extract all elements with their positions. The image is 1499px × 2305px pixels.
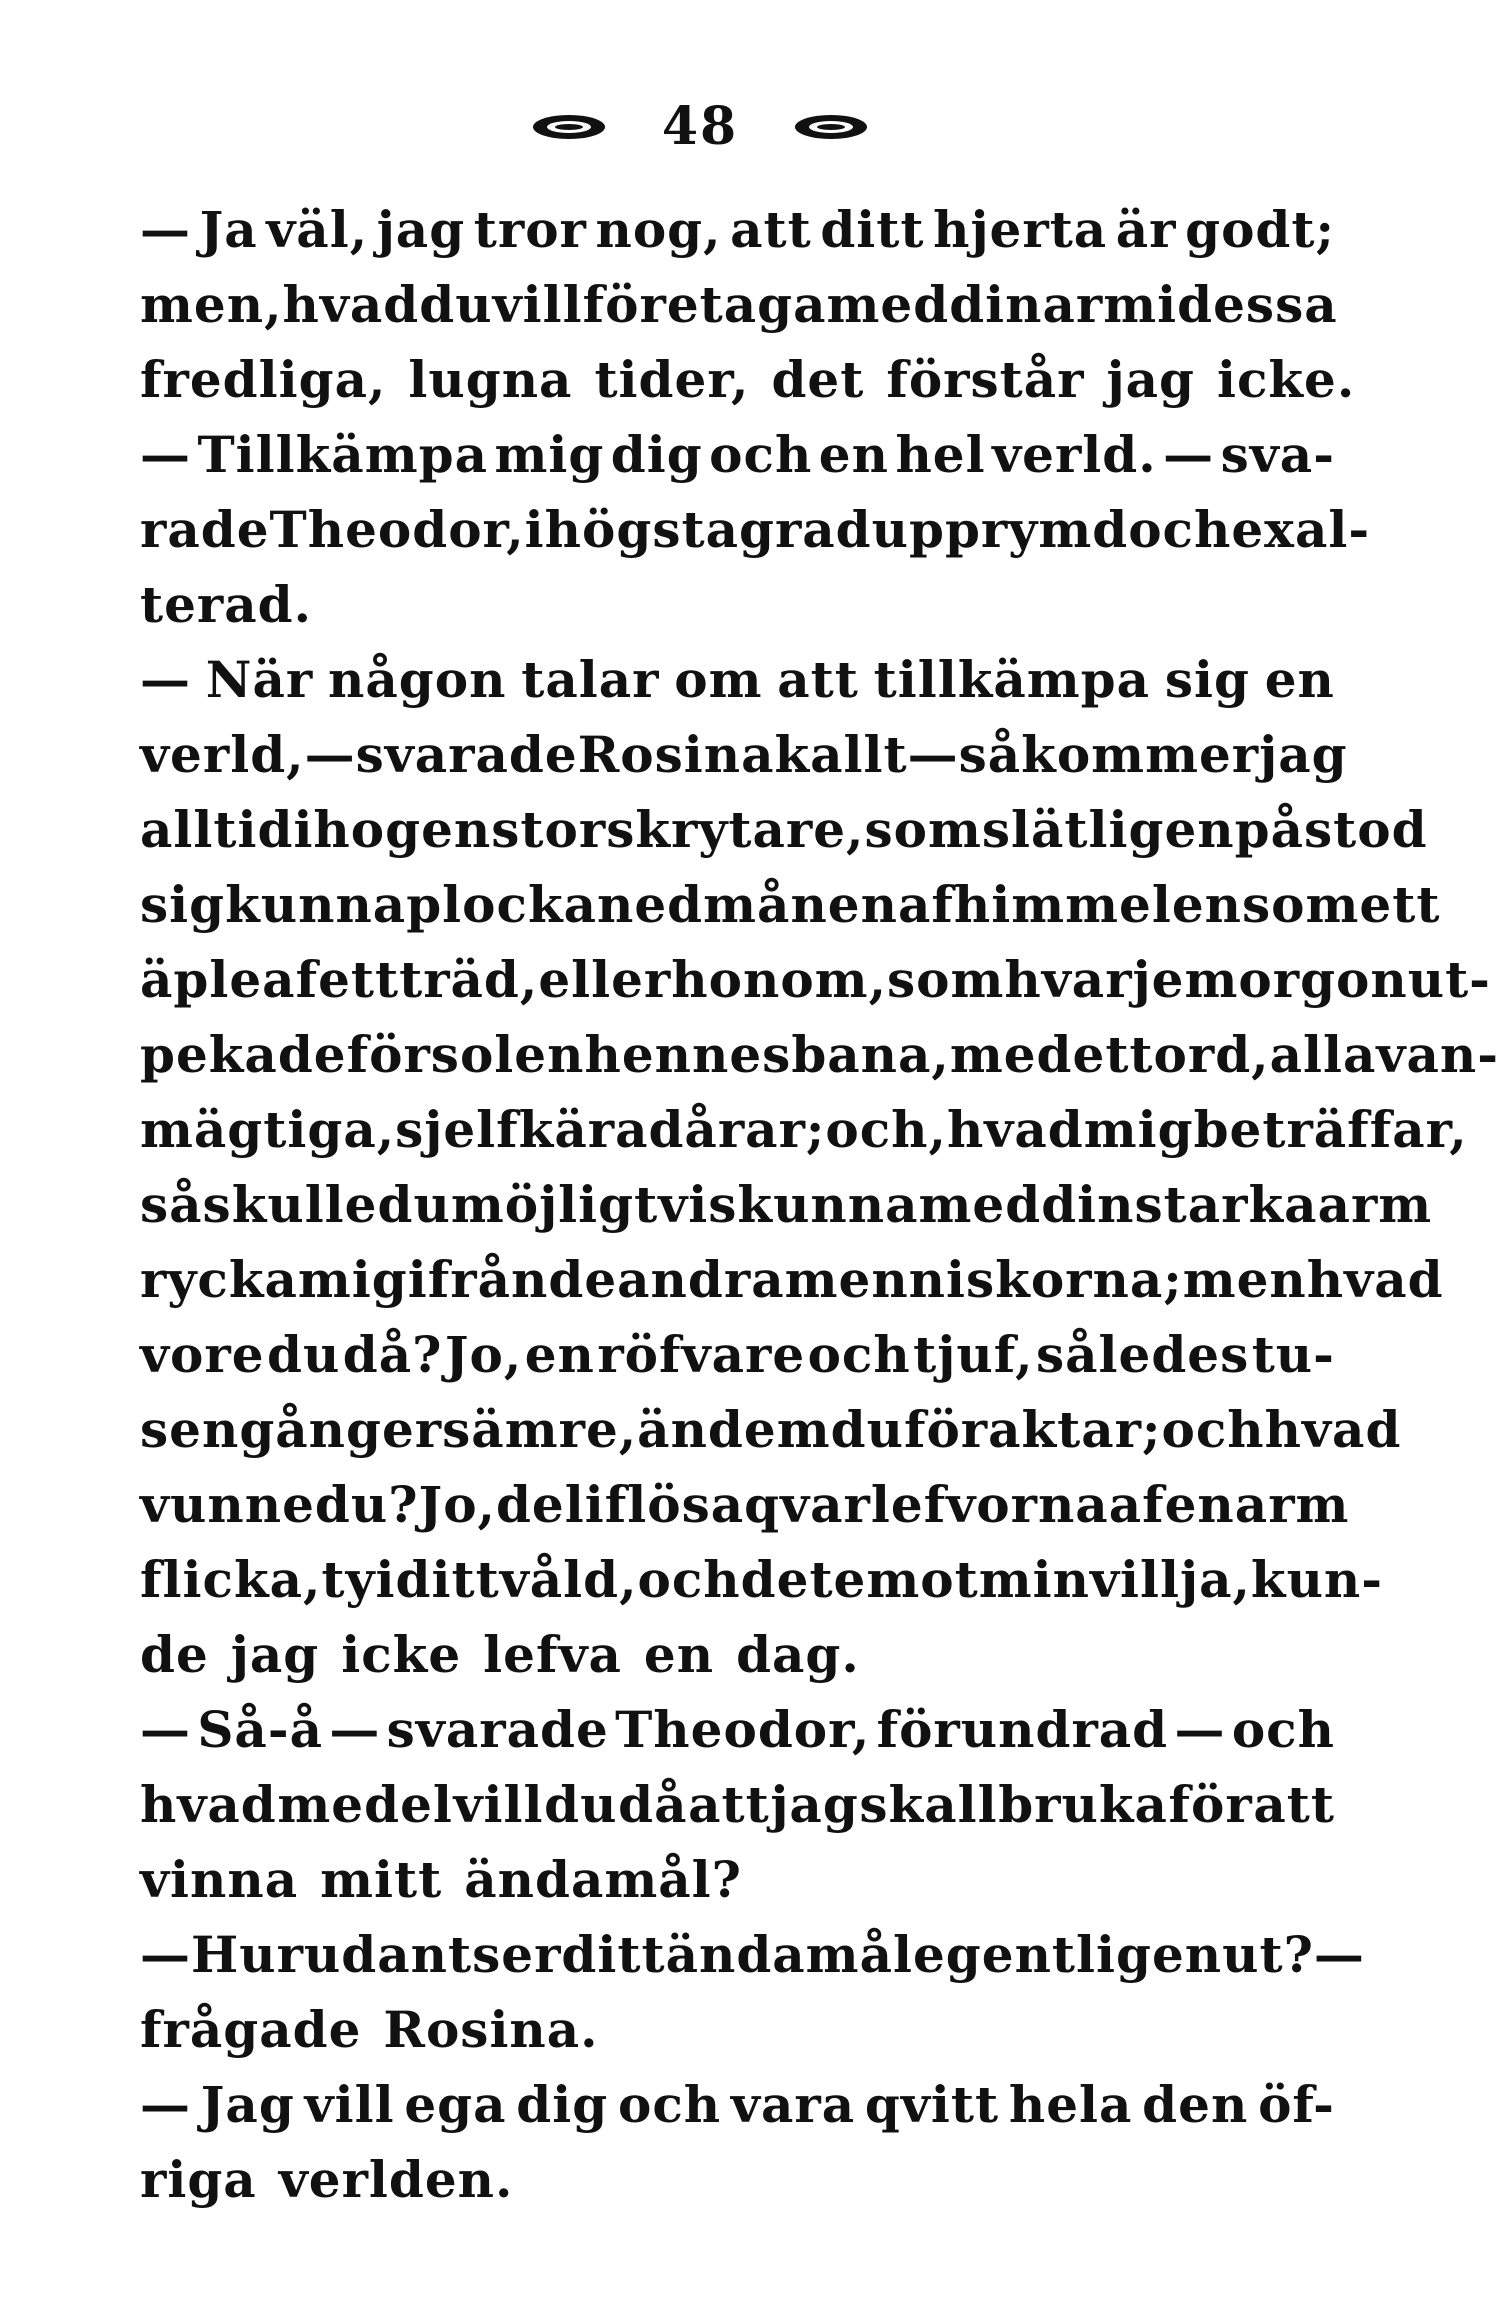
word: honom, — [671, 950, 887, 1009]
word: du? — [314, 1475, 419, 1534]
page-header — [0, 92, 1400, 157]
word: din — [1041, 1175, 1135, 1234]
word: — — [140, 2075, 191, 2134]
word: icke — [341, 1625, 462, 1684]
word: af — [897, 875, 954, 934]
text-line — [140, 1467, 1350, 1542]
word: träd, — [399, 950, 539, 1009]
word: menniskorna; — [784, 1250, 1183, 1309]
word: jag — [230, 1625, 320, 1684]
word: så — [958, 725, 1022, 784]
word: lefva — [483, 1625, 622, 1684]
word: vara — [730, 2075, 856, 2134]
word: hvad — [282, 275, 420, 334]
word: alla — [1269, 1025, 1377, 1084]
word: exal- — [1231, 500, 1371, 559]
word: — — [140, 1700, 191, 1759]
word: sig — [1164, 650, 1250, 709]
text-line — [140, 1317, 1335, 1392]
word: ditt — [820, 200, 925, 259]
word: föraktar; — [903, 1400, 1162, 1459]
word: — — [1174, 1700, 1226, 1759]
word: grad — [738, 500, 872, 559]
word: — — [140, 425, 191, 484]
word: arm — [1234, 1475, 1350, 1534]
word: att — [777, 650, 859, 709]
word: vunne — [140, 1475, 315, 1534]
word: ditt — [561, 1925, 666, 1984]
word: rade — [140, 500, 270, 559]
word: ty — [321, 1550, 376, 1609]
word: hvad — [140, 1775, 277, 1834]
word: verlden. — [278, 2150, 514, 2209]
text-line — [140, 2142, 1335, 2217]
word: det — [771, 350, 865, 409]
word: och — [637, 1550, 741, 1609]
body-text — [140, 192, 1499, 2217]
word: mitt — [320, 1850, 443, 1909]
word: Rosina. — [383, 2000, 599, 2059]
word: är — [1115, 200, 1177, 259]
word: du — [830, 1400, 904, 1459]
word: jag — [770, 1775, 859, 1834]
text-line — [140, 417, 1335, 492]
word: sämre, — [442, 1400, 638, 1459]
word: ändamål — [665, 1925, 913, 1984]
word: Jag — [200, 2075, 295, 2134]
word: ett — [318, 950, 400, 1009]
word: — — [907, 725, 959, 784]
word: företaga — [582, 275, 827, 334]
word: mig — [297, 1250, 408, 1309]
word: verld, — [140, 725, 305, 784]
page-number: 48 — [661, 96, 739, 157]
text-line — [140, 567, 1335, 642]
word: frågade — [140, 2000, 362, 2059]
word: icke. — [1216, 350, 1356, 409]
word: gånger — [239, 1400, 443, 1459]
word: dårar; — [648, 1100, 826, 1159]
text-line — [140, 867, 1441, 942]
word: flicka, — [140, 1550, 322, 1609]
word: Theodor, — [269, 500, 525, 559]
word: af — [262, 950, 319, 1009]
word: Tillkämpa — [197, 425, 488, 484]
word: Rosina — [577, 725, 775, 784]
word: morgon — [1184, 950, 1408, 1009]
text-line — [140, 1167, 1433, 1242]
word: sig — [140, 875, 226, 934]
word: — — [1163, 425, 1215, 484]
word: talar — [521, 650, 660, 709]
ornament-icon — [792, 112, 870, 142]
word: mägtiga, — [140, 1100, 396, 1159]
word: att — [1253, 1775, 1335, 1834]
word: bruka — [998, 1775, 1168, 1834]
word: tu- — [1251, 1325, 1335, 1384]
word: ett — [1359, 875, 1441, 934]
word: emot — [833, 1550, 979, 1609]
word: tider, — [594, 350, 750, 409]
word: ut- — [1407, 950, 1491, 1009]
word: upprymd — [871, 500, 1129, 559]
text-line — [140, 1242, 1444, 1317]
word: med — [949, 1025, 1073, 1084]
word: ett — [1072, 1025, 1154, 1084]
word: och — [807, 1325, 911, 1384]
word: ändamål? — [464, 1850, 742, 1909]
word: kallt — [774, 725, 908, 784]
word: dem — [707, 1400, 831, 1459]
word: kommer — [1021, 725, 1260, 784]
word: qvitt — [864, 2075, 1000, 2134]
text-line — [140, 1617, 1335, 1692]
text-line — [140, 1542, 1384, 1617]
word: jag — [376, 200, 466, 259]
word: om — [674, 650, 763, 709]
word: starka — [1134, 1175, 1318, 1234]
word: väl, — [266, 200, 369, 259]
word: kun- — [1250, 1550, 1384, 1609]
word: då — [618, 1775, 688, 1834]
word: vore — [140, 1325, 265, 1384]
word: kunna — [737, 1175, 919, 1234]
word: hvad — [1264, 1400, 1402, 1459]
word: svarade — [355, 725, 578, 784]
word: hel — [895, 425, 986, 484]
word: mig — [1083, 1100, 1194, 1159]
word: — — [304, 725, 356, 784]
word: för — [1168, 1775, 1253, 1834]
word: och — [709, 425, 813, 484]
word: hjerta — [933, 200, 1108, 259]
word: de — [140, 1625, 209, 1684]
word: — — [140, 200, 191, 259]
word: liflösa — [564, 1475, 745, 1534]
word: eller — [538, 950, 672, 1009]
word: sjelfkära — [395, 1100, 649, 1159]
text-line — [140, 192, 1335, 267]
word: röfvare — [597, 1325, 806, 1384]
word: fredliga, — [140, 350, 387, 409]
word: qvarlefvorna — [744, 1475, 1109, 1534]
word: och — [1128, 500, 1232, 559]
text-line — [140, 1992, 1335, 2067]
word: de — [548, 1250, 618, 1309]
text-line — [140, 1017, 1499, 1092]
word: en — [1264, 650, 1335, 709]
word: kunna — [225, 875, 407, 934]
word: ut? — [1222, 1925, 1314, 1984]
word: beträffar, — [1193, 1100, 1468, 1159]
word: för — [346, 1025, 431, 1084]
word: ned — [597, 875, 704, 934]
text-line — [140, 1392, 1402, 1467]
word: terad. — [140, 575, 313, 634]
word: tjuf, — [913, 1325, 1034, 1384]
word: min — [978, 1550, 1090, 1609]
word: — — [329, 1700, 381, 1759]
text-line — [140, 1767, 1335, 1842]
text-line — [140, 492, 1371, 567]
word: de — [495, 1475, 565, 1534]
word: solen — [430, 1025, 585, 1084]
word: en — [524, 1325, 595, 1384]
word: hela — [1008, 2075, 1133, 2134]
word: någon — [328, 650, 507, 709]
text-line — [140, 342, 1356, 417]
word: tror — [473, 200, 587, 259]
word: egentligen — [912, 1925, 1223, 1984]
word: rycka — [140, 1250, 298, 1309]
word: och, — [825, 1100, 947, 1159]
word: hvarje — [1004, 950, 1185, 1009]
word: förstår — [886, 350, 1085, 409]
word: en — [818, 425, 889, 484]
text-line — [140, 1092, 1468, 1167]
word: som — [887, 950, 1005, 1009]
word: alltid — [140, 800, 294, 859]
word: som — [864, 800, 982, 859]
word: — — [140, 1925, 191, 1984]
word: din — [949, 275, 1043, 334]
word: pekade — [140, 1025, 347, 1084]
word: dag. — [736, 1625, 860, 1684]
word: ord, — [1153, 1025, 1270, 1084]
word: den — [1142, 2075, 1249, 2134]
word: våld, — [499, 1550, 638, 1609]
word: af — [1108, 1475, 1165, 1534]
word: — — [140, 650, 191, 709]
text-line — [140, 1842, 1335, 1917]
word: att — [688, 1775, 770, 1834]
word: Så-å — [197, 1700, 323, 1759]
word: jag — [1259, 725, 1348, 784]
word: hvad — [1306, 1250, 1444, 1309]
text-line — [140, 717, 1348, 792]
word: möjligtvis — [450, 1175, 738, 1234]
word: du — [267, 1325, 341, 1384]
word: dig — [610, 425, 703, 484]
word: ifrån — [407, 1250, 549, 1309]
word: påstod — [1234, 800, 1428, 859]
word: riga — [140, 2150, 257, 2209]
word: mig — [494, 425, 605, 484]
text-line — [140, 1692, 1335, 1767]
word: förundrad — [876, 1700, 1169, 1759]
word: villja, — [1089, 1550, 1251, 1609]
word: således — [1035, 1325, 1250, 1384]
word: vill — [453, 1775, 544, 1834]
word: Jo, — [418, 1475, 496, 1534]
word: vill — [304, 2075, 395, 2134]
word: — — [1313, 1925, 1365, 1984]
word: lugna — [408, 350, 573, 409]
word: Hurudant — [191, 1925, 473, 1984]
text-line — [140, 642, 1335, 717]
word: en — [1164, 1475, 1235, 1534]
word: och — [1161, 1400, 1265, 1459]
word: ser — [472, 1925, 562, 1984]
word: vill — [492, 275, 583, 334]
word: att — [730, 200, 812, 259]
word: i — [524, 500, 545, 559]
word: så — [140, 1175, 203, 1234]
word: hennes — [584, 1025, 792, 1084]
word: dig — [516, 2075, 609, 2134]
word: du — [377, 1175, 451, 1234]
word: verld. — [992, 425, 1157, 484]
word: i — [375, 1550, 396, 1609]
word: Jo, — [444, 1325, 523, 1384]
word: du — [419, 275, 493, 334]
word: ditt — [395, 1550, 500, 1609]
word: arm — [1042, 275, 1158, 334]
word: andra — [617, 1250, 785, 1309]
word: sva- — [1220, 425, 1335, 484]
word: en — [643, 1625, 715, 1684]
word: storskrytare, — [491, 800, 865, 859]
word: som — [1242, 875, 1360, 934]
word: öf- — [1258, 2075, 1335, 2134]
word: det — [740, 1550, 834, 1609]
word: vinna — [140, 1850, 299, 1909]
word: tillkämpa — [873, 650, 1151, 709]
word: hvad — [946, 1100, 1084, 1159]
word: ihog — [293, 800, 422, 859]
word: När — [205, 650, 314, 709]
word: månen — [703, 875, 898, 934]
word: nog, — [595, 200, 722, 259]
word: Ja — [199, 200, 258, 259]
word: bana, — [791, 1025, 950, 1084]
text-line — [140, 792, 1428, 867]
word: med — [918, 1175, 1042, 1234]
word: äple — [140, 950, 263, 1009]
word: jag — [1106, 350, 1195, 409]
text-line — [140, 2067, 1335, 2142]
word: Theodor, — [615, 1700, 871, 1759]
word: med — [826, 275, 950, 334]
word: himmelen — [953, 875, 1243, 934]
word: en — [421, 800, 492, 859]
word: dessa — [1177, 275, 1338, 334]
word: slätligen — [981, 800, 1235, 859]
word: sen — [140, 1400, 240, 1459]
text-line — [140, 942, 1491, 1017]
word: högsta — [544, 500, 739, 559]
word: medel — [277, 1775, 453, 1834]
text-line — [140, 1917, 1365, 1992]
ornament-icon — [530, 112, 608, 142]
word: men, — [140, 275, 283, 334]
word: plocka — [406, 875, 598, 934]
word: van- — [1376, 1025, 1499, 1084]
word: svarade — [386, 1700, 609, 1759]
word: skall — [859, 1775, 998, 1834]
word: du — [544, 1775, 618, 1834]
word: då? — [342, 1325, 443, 1384]
word: och — [1231, 1700, 1335, 1759]
word: men — [1182, 1250, 1307, 1309]
word: i — [1157, 275, 1178, 334]
word: ega — [404, 2075, 507, 2134]
word: skulle — [202, 1175, 378, 1234]
word: arm — [1317, 1175, 1433, 1234]
word: godt; — [1185, 200, 1335, 259]
word: än — [637, 1400, 708, 1459]
text-line — [140, 267, 1338, 342]
word: och — [617, 2075, 722, 2134]
